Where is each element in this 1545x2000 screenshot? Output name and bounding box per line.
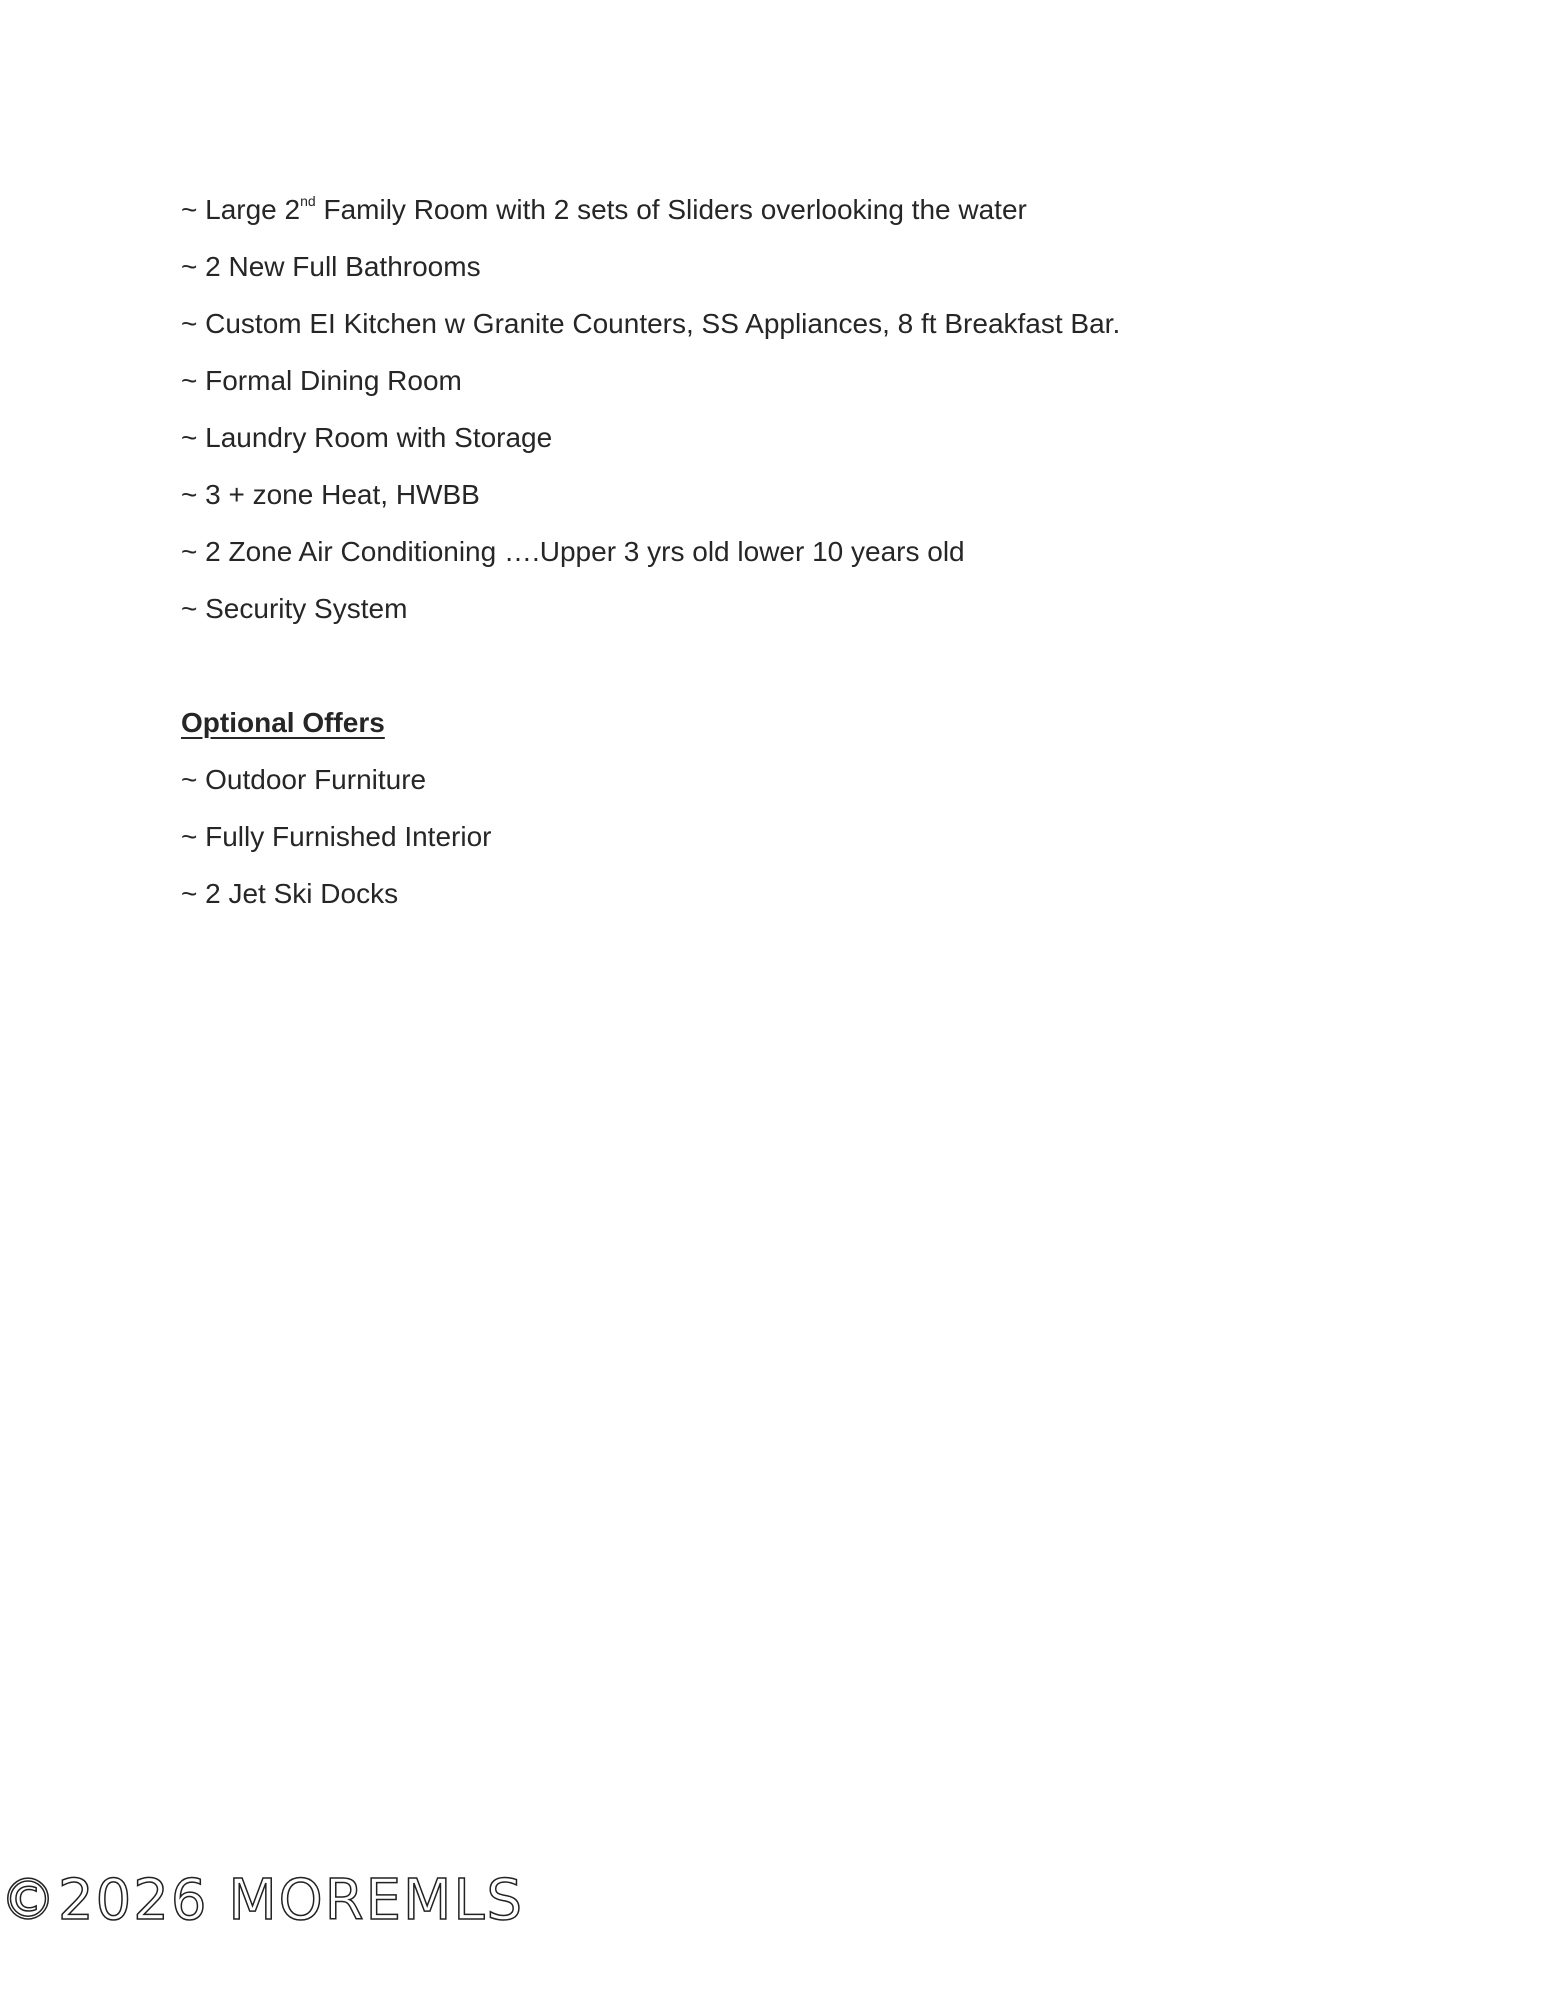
feature-line: ~ 2 Zone Air Conditioning ….Upper 3 yrs old lower 10 years old [181, 536, 965, 567]
optional-offer-item: ~ Fully Furnished Interior [181, 821, 492, 852]
feature-line: ~ Laundry Room with Storage [181, 422, 553, 453]
feature-line: ~ Custom EI Kitchen w Granite Counters, SS Appliances, 8 ft Breakfast Bar. [181, 308, 1121, 339]
optional-offers-heading: Optional Offers [181, 707, 385, 738]
feature-line-family-room [181, 181, 1431, 238]
feature-line: ~ 3 + zone Heat, HWBB [181, 479, 480, 510]
spacer [181, 637, 1431, 694]
feature-line: ~ Security System [181, 593, 408, 624]
optional-offer-item: ~ 2 Jet Ski Docks [181, 878, 399, 909]
feature-line: ~ Formal Dining Room [181, 365, 462, 396]
feature-line: ~ 2 New Full Bathrooms [181, 251, 481, 282]
feature-text: ~ Large 2 [181, 194, 301, 225]
watermark: ©2026 MOREMLS [0, 1868, 525, 1933]
document-content [181, 181, 1431, 922]
feature-text: Family Room with 2 sets of Sliders overlooking the water [315, 194, 1027, 225]
optional-offer-item: ~ Outdoor Furniture [181, 764, 427, 795]
superscript: nd [300, 193, 316, 209]
